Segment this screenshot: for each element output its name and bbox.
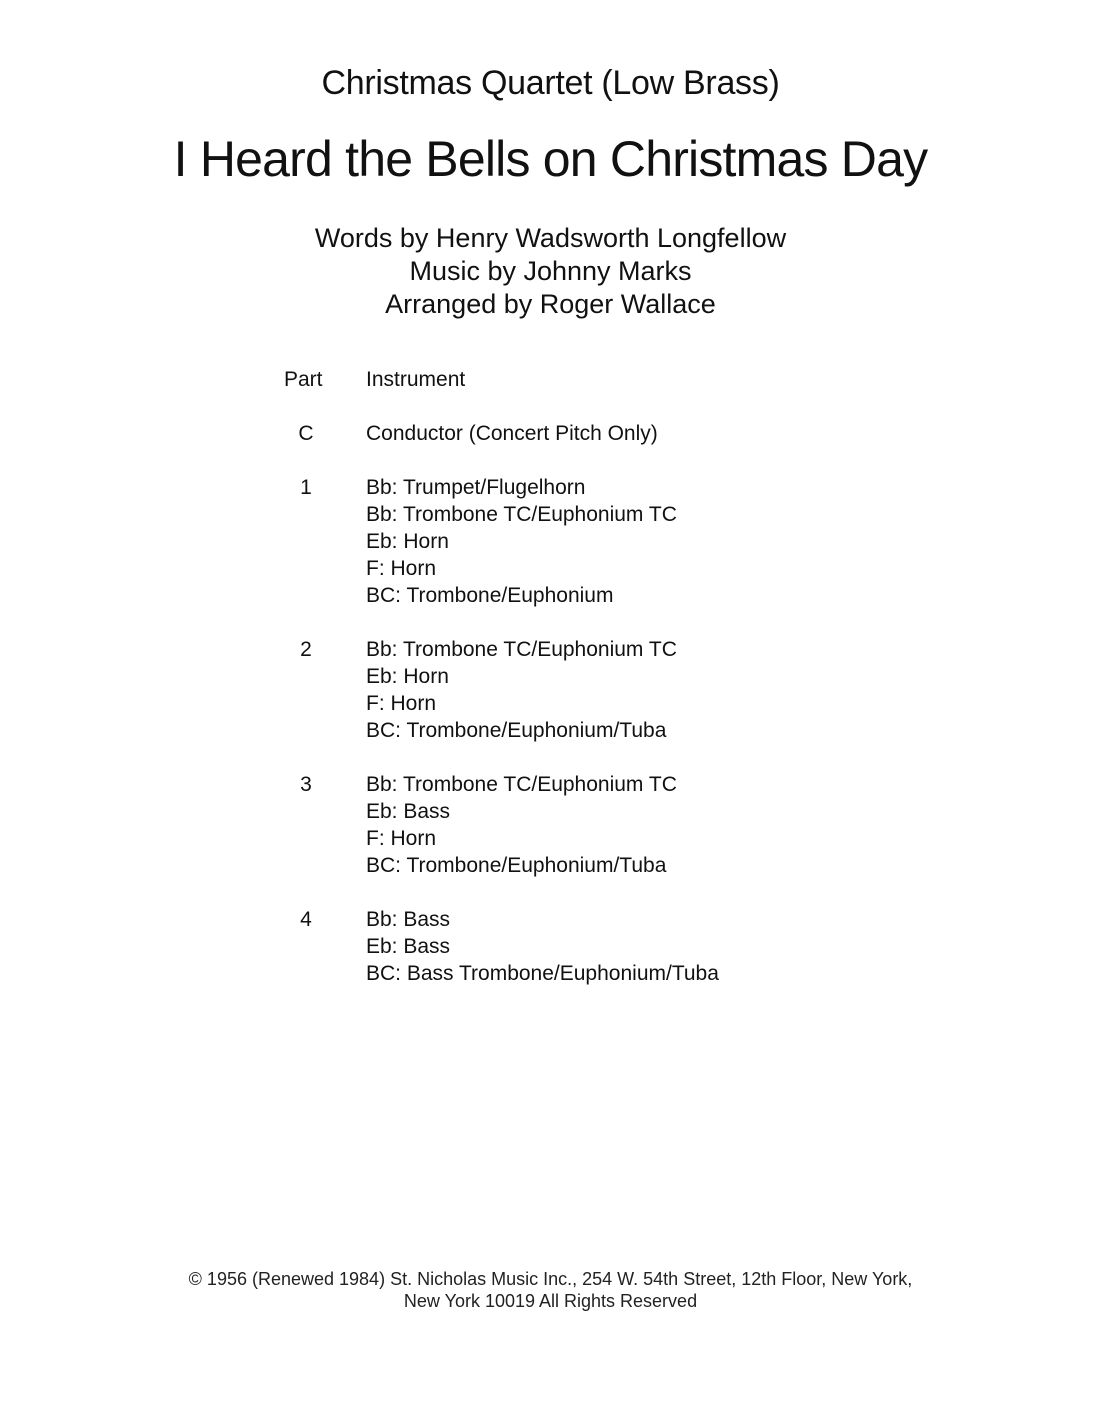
instrument-item: F: Horn — [366, 827, 437, 850]
copyright-line-1: © 1956 (Renewed 1984) St. Nicholas Music Inc., 254 W. 54th Street, 12th Floor, New York, — [188, 1269, 913, 1289]
instrument-item: F: Horn — [366, 692, 437, 715]
instrument-item: BC: Bass Trombone/Euphonium/Tuba — [366, 962, 719, 985]
part-group — [284, 771, 884, 879]
instrument-item: Bb: Trombone TC/Euphonium TC — [366, 773, 677, 796]
instrument-item: Conductor (Concert Pitch Only) — [366, 422, 658, 445]
part-group — [284, 474, 884, 609]
instrument-item: Bb: Trombone TC/Euphonium TC — [366, 503, 677, 526]
song-title: I Heard the Bells on Christmas Day — [173, 131, 928, 187]
instrument-item: F: Horn — [366, 557, 437, 580]
instrument-item: Bb: Trumpet/Flugelhorn — [366, 476, 586, 499]
part-group — [284, 906, 884, 987]
series-title: Christmas Quartet (Low Brass) — [321, 64, 780, 102]
instrument-column-header: Instrument — [366, 368, 466, 391]
instrument-list — [366, 636, 884, 744]
credits — [0, 222, 1101, 321]
instrument-item: Eb: Horn — [366, 530, 449, 553]
part-group — [284, 636, 884, 744]
part-column-header: Part — [284, 368, 323, 391]
credit-arranger: Arranged by Roger Wallace — [385, 289, 716, 319]
credit-music: Music by Johnny Marks — [409, 256, 692, 286]
part-number: 4 — [300, 908, 312, 931]
copyright-line-2: New York 10019 All Rights Reserved — [403, 1291, 698, 1311]
instrument-list — [366, 771, 884, 879]
instrument-list — [366, 906, 884, 987]
part-group — [284, 420, 884, 447]
instrument-item: Eb: Bass — [366, 800, 451, 823]
instrument-list — [366, 474, 884, 609]
instrument-item: Bb: Trombone TC/Euphonium TC — [366, 638, 677, 661]
part-number: C — [298, 422, 314, 445]
instrument-item: BC: Trombone/Euphonium — [366, 584, 614, 607]
copyright-notice — [0, 1268, 1101, 1312]
part-number: 1 — [300, 476, 312, 499]
instrument-item: BC: Trombone/Euphonium/Tuba — [366, 719, 667, 742]
instrument-item: BC: Trombone/Euphonium/Tuba — [366, 854, 667, 877]
instrument-item: Eb: Horn — [366, 665, 449, 688]
part-number: 3 — [300, 773, 312, 796]
credit-words: Words by Henry Wadsworth Longfellow — [314, 223, 787, 253]
instrument-item: Bb: Bass — [366, 908, 451, 931]
parts-list — [284, 420, 884, 1014]
instrument-list — [366, 420, 884, 447]
instrument-item: Eb: Bass — [366, 935, 451, 958]
part-number: 2 — [300, 638, 312, 661]
